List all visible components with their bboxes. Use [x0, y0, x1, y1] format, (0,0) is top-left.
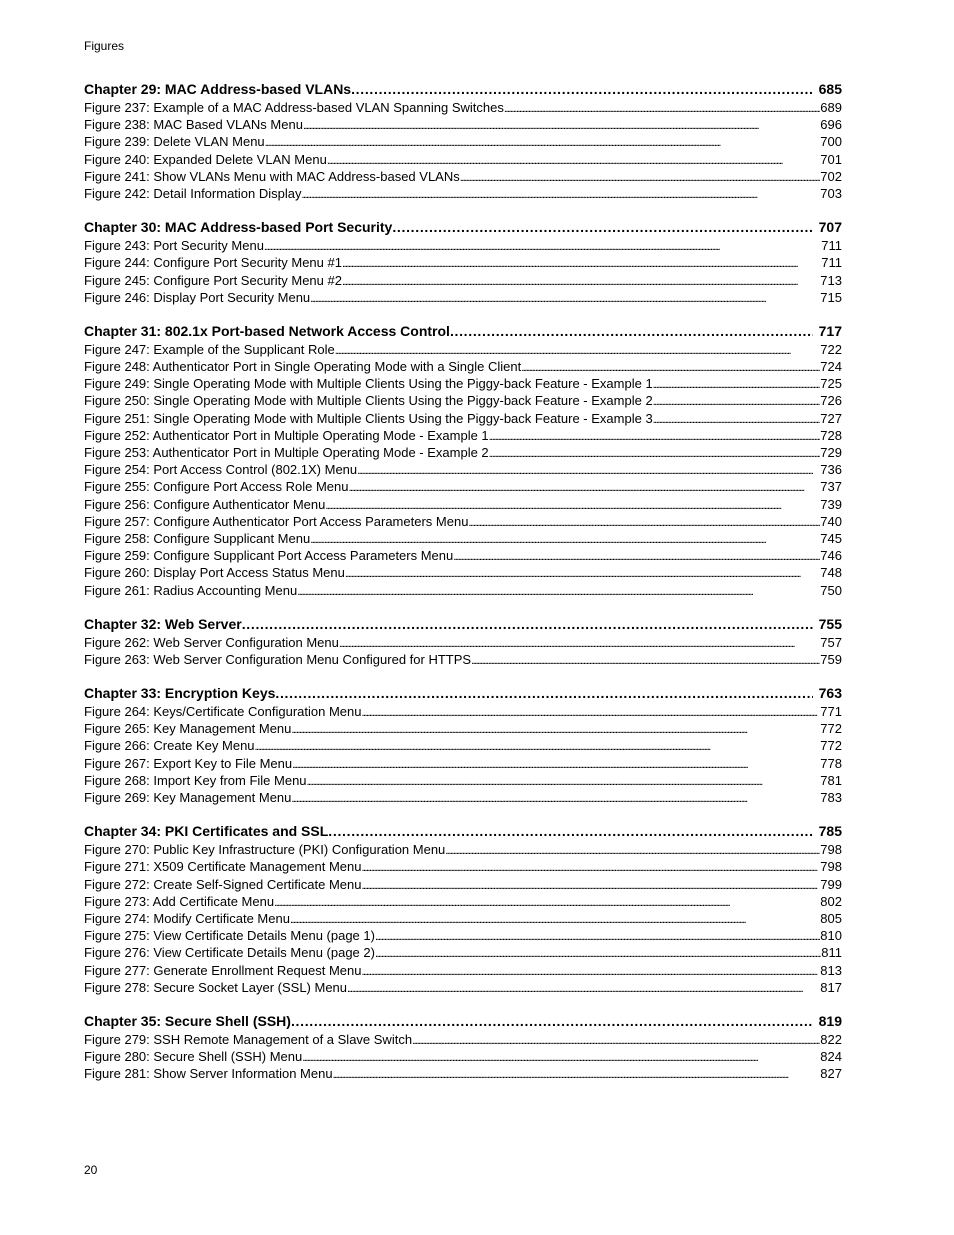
- figure-entry[interactable]: [84, 375, 842, 392]
- figure-entry[interactable]: [84, 444, 842, 461]
- figure-title: Figure 270: Public Key Infrastructure (PKI) Configuration Menu: [84, 842, 446, 858]
- chapter-page-number: 755: [818, 615, 842, 632]
- figure-entry[interactable]: [84, 341, 842, 358]
- figure-page-number: 725: [820, 376, 842, 392]
- dot-leader: [468, 515, 820, 530]
- chapter-page-number: 819: [818, 1012, 842, 1029]
- figure-page-number: 757: [820, 634, 842, 650]
- figure-title: Figure 280: Secure Shell (SSH) Menu: [84, 1049, 303, 1065]
- figure-page-number: 772: [820, 738, 842, 754]
- figure-title: Figure 267: Export Key to File Menu: [84, 755, 293, 771]
- figure-entry[interactable]: [84, 927, 842, 944]
- dot-leader: [264, 239, 821, 254]
- figure-page-number: 728: [820, 427, 842, 443]
- figure-list: [84, 841, 842, 996]
- chapter-title: Chapter 30: MAC Address-based Port Security: [84, 219, 393, 236]
- figure-entry[interactable]: [84, 720, 842, 737]
- dot-leader: [362, 964, 821, 979]
- figure-entry[interactable]: [84, 99, 842, 116]
- chapter-page-number: 717: [818, 322, 842, 339]
- figure-entry[interactable]: [84, 1065, 842, 1082]
- figure-entry[interactable]: [84, 841, 842, 858]
- chapter-heading[interactable]: [84, 218, 842, 237]
- figure-title: Figure 239: Delete VLAN Menu: [84, 134, 265, 150]
- figure-entry[interactable]: [84, 789, 842, 806]
- figure-page-number: 736: [820, 462, 842, 478]
- dot-leader: [489, 429, 821, 444]
- figure-page-number: 746: [820, 548, 842, 564]
- dot-leader: [292, 757, 820, 772]
- figure-page-number: 739: [820, 496, 842, 512]
- figure-entry[interactable]: [84, 289, 842, 306]
- figure-entry[interactable]: [84, 358, 842, 375]
- dot-leader: [453, 549, 820, 564]
- figure-list: [84, 703, 842, 806]
- figure-page-number: 703: [820, 185, 842, 201]
- figure-entry[interactable]: [84, 910, 842, 927]
- dot-leader: [412, 1033, 820, 1048]
- figure-title: Figure 281: Show Server Information Menu: [84, 1066, 333, 1082]
- figure-entry[interactable]: [84, 272, 842, 289]
- figure-list: [84, 1031, 842, 1083]
- figure-title: Figure 259: Configure Supplicant Port Access Parameters Menu: [84, 548, 454, 564]
- dot-leader: [450, 322, 813, 341]
- figure-page-number: 781: [820, 772, 842, 788]
- dot-leader: [445, 843, 820, 858]
- figure-entry[interactable]: [84, 893, 842, 910]
- figure-entry[interactable]: [84, 962, 842, 979]
- figure-page-number: 702: [820, 168, 842, 184]
- figure-title: Figure 271: X509 Certificate Management Menu: [84, 859, 362, 875]
- dot-leader: [335, 343, 821, 358]
- figure-entry[interactable]: [84, 427, 842, 444]
- figure-page-number: 805: [820, 910, 842, 926]
- figure-title: Figure 240: Expanded Delete VLAN Menu: [84, 151, 327, 167]
- figure-page-number: 715: [820, 289, 842, 305]
- figure-title: Figure 248: Authenticator Port in Single Operating Mode with a Single Client: [84, 359, 522, 375]
- dot-leader: [339, 636, 820, 651]
- running-head: Figures: [84, 39, 125, 53]
- figure-entry[interactable]: [84, 254, 842, 271]
- figure-page-number: 748: [820, 565, 842, 581]
- figure-page-number: 740: [820, 513, 842, 529]
- figure-title: Figure 269: Key Management Menu: [84, 790, 292, 805]
- chapter-page-number: 707: [818, 219, 842, 236]
- figure-page-number: 722: [820, 341, 842, 357]
- dot-leader: [362, 860, 821, 875]
- figure-page-number: 713: [820, 272, 842, 288]
- dot-leader: [275, 684, 812, 703]
- chapter-title: Chapter 31: 802.1x Port-based Network Access Control: [84, 322, 450, 339]
- dot-leader: [504, 101, 820, 116]
- chapter-section: [84, 822, 842, 996]
- chapter-heading[interactable]: [84, 322, 842, 341]
- figure-title: Figure 242: Detail Information Display: [84, 185, 302, 201]
- figure-entry[interactable]: [84, 651, 842, 668]
- dot-leader: [302, 187, 821, 202]
- figure-entry[interactable]: [84, 185, 842, 202]
- figure-title: Figure 256: Configure Authenticator Menu: [84, 496, 326, 512]
- table-of-figures: [84, 80, 842, 1098]
- figure-title: Figure 258: Configure Supplicant Menu: [84, 530, 311, 546]
- dot-leader: [345, 566, 820, 581]
- dot-leader: [357, 463, 820, 478]
- figure-title: Figure 252: Authenticator Port in Multiple Operating Mode - Example 1: [84, 427, 489, 443]
- figure-page-number: 726: [820, 393, 842, 409]
- dot-leader: [310, 291, 820, 306]
- figure-title: Figure 249: Single Operating Mode with Multiple Clients Using the Piggy-back Feature - Example 1: [84, 376, 653, 392]
- figure-entry[interactable]: [84, 979, 842, 996]
- figure-entry[interactable]: [84, 496, 842, 513]
- dot-leader: [653, 394, 821, 409]
- figure-title: Figure 273: Add Certificate Menu: [84, 893, 275, 909]
- figure-title: Figure 272: Create Self-Signed Certificate Menu: [84, 876, 362, 892]
- figure-entry[interactable]: [84, 237, 842, 254]
- figure-title: Figure 244: Configure Port Security Menu #1: [84, 255, 342, 271]
- figure-list: [84, 237, 842, 306]
- figure-title: Figure 265: Key Management Menu: [84, 721, 292, 737]
- dot-leader: [290, 912, 820, 927]
- figure-page-number: 737: [820, 479, 842, 495]
- figure-title: Figure 247: Example of the Supplicant Role: [84, 341, 335, 357]
- dot-leader: [291, 722, 820, 737]
- figure-page-number: 750: [820, 582, 842, 598]
- dot-leader: [521, 360, 820, 375]
- chapter-page-number: 785: [818, 823, 842, 840]
- dot-leader: [351, 80, 813, 99]
- figure-title: Figure 266: Create Key Menu: [84, 738, 255, 754]
- figure-page-number: 771: [820, 704, 842, 720]
- page-number: 20: [84, 1163, 98, 1177]
- dot-leader: [297, 584, 820, 599]
- dot-leader: [242, 615, 813, 634]
- figure-entry[interactable]: [84, 133, 842, 150]
- chapter-page-number: 763: [818, 685, 842, 702]
- figure-title: Figure 238: MAC Based VLANs Menu: [84, 117, 303, 133]
- chapter-section: [84, 615, 842, 668]
- dot-leader: [392, 218, 812, 237]
- figure-entry[interactable]: [84, 151, 842, 168]
- chapter-title: Chapter 29: MAC Address-based VLANs: [84, 81, 352, 97]
- figure-page-number: 798: [820, 859, 842, 875]
- figure-title: Figure 276: View Certificate Details Menu (page 2): [84, 945, 375, 961]
- dot-leader: [348, 480, 820, 495]
- figure-entry[interactable]: [84, 772, 842, 789]
- figure-page-number: 711: [821, 238, 842, 254]
- figure-page-number: 696: [820, 117, 842, 133]
- chapter-heading[interactable]: [84, 684, 842, 703]
- figure-page-number: 778: [820, 755, 842, 771]
- figure-entry[interactable]: [84, 858, 842, 875]
- figure-entry[interactable]: [84, 530, 842, 547]
- dot-leader: [375, 946, 821, 961]
- figure-entry[interactable]: [84, 478, 842, 495]
- dot-leader: [291, 1012, 813, 1031]
- figure-list: [84, 634, 842, 668]
- dot-leader: [653, 377, 821, 392]
- figure-entry[interactable]: [84, 461, 842, 478]
- figure-title: Figure 255: Configure Port Access Role Menu: [84, 479, 349, 495]
- dot-leader: [361, 878, 820, 893]
- figure-page-number: 798: [820, 842, 842, 858]
- dot-leader: [307, 774, 821, 789]
- figure-title: Figure 264: Keys/Certificate Configuration Menu: [84, 704, 362, 720]
- figure-title: Figure 251: Single Operating Mode with Multiple Clients Using the Piggy-back Feature - Example 3: [84, 410, 653, 426]
- figure-page-number: 783: [820, 790, 842, 805]
- figure-title: Figure 278: Secure Socket Layer (SSL) Menu: [84, 979, 348, 995]
- figure-entry[interactable]: [84, 737, 842, 754]
- figure-page-number: 689: [820, 100, 842, 115]
- figure-page-number: 813: [820, 962, 842, 978]
- dot-leader: [342, 256, 821, 271]
- figure-entry[interactable]: [84, 513, 842, 530]
- dot-leader: [255, 739, 821, 754]
- dot-leader: [375, 929, 820, 944]
- figure-page-number: 772: [820, 721, 842, 737]
- figure-title: Figure 262: Web Server Configuration Menu: [84, 634, 339, 650]
- figure-title: Figure 243: Port Security Menu: [84, 238, 264, 254]
- figure-page-number: 822: [820, 1031, 842, 1047]
- figure-entry[interactable]: [84, 1048, 842, 1065]
- figure-entry[interactable]: [84, 1031, 842, 1048]
- figure-entry[interactable]: [84, 703, 842, 720]
- figure-entry[interactable]: [84, 410, 842, 427]
- figure-entry[interactable]: [84, 944, 842, 961]
- figure-entry[interactable]: [84, 168, 842, 185]
- figure-entry[interactable]: [84, 755, 842, 772]
- figure-entry[interactable]: [84, 582, 842, 599]
- figure-list: [84, 341, 842, 599]
- figure-entry[interactable]: [84, 634, 842, 651]
- dot-leader: [291, 791, 820, 806]
- chapter-section: [84, 80, 842, 202]
- figure-title: Figure 257: Configure Authenticator Port Access Parameters Menu: [84, 513, 469, 529]
- figure-entry[interactable]: [84, 876, 842, 893]
- dot-leader: [342, 274, 820, 289]
- figure-page-number: 729: [820, 445, 842, 460]
- dot-leader: [274, 895, 820, 910]
- figure-title: Figure 268: Import Key from File Menu: [84, 772, 307, 788]
- figure-title: Figure 245: Configure Port Security Menu #2: [84, 272, 342, 288]
- figure-page-number: 810: [820, 928, 842, 944]
- chapter-heading[interactable]: [84, 80, 842, 99]
- chapter-title: Chapter 32: Web Server: [84, 615, 242, 632]
- chapter-section: [84, 684, 842, 806]
- figure-title: Figure 241: Show VLANs Menu with MAC Address-based VLANs: [84, 168, 460, 184]
- figure-page-number: 799: [820, 876, 842, 892]
- figure-title: Figure 254: Port Access Control (802.1X) Menu: [84, 462, 358, 478]
- figure-page-number: 802: [820, 893, 842, 909]
- chapter-heading[interactable]: [84, 615, 842, 634]
- figure-page-number: 727: [820, 410, 842, 426]
- figure-page-number: 711: [821, 255, 842, 271]
- dot-leader: [333, 1067, 821, 1082]
- figure-page-number: 700: [820, 134, 842, 150]
- dot-leader: [302, 1050, 820, 1065]
- figure-entry[interactable]: [84, 564, 842, 581]
- dot-leader: [327, 153, 820, 168]
- dot-leader: [471, 653, 820, 668]
- figure-title: Figure 250: Single Operating Mode with Multiple Clients Using the Piggy-back Feature - Example 2: [84, 393, 653, 409]
- figure-title: Figure 275: View Certificate Details Menu (page 1): [84, 928, 375, 944]
- dot-leader: [310, 532, 820, 547]
- chapter-heading[interactable]: [84, 822, 842, 841]
- figure-page-number: 827: [820, 1066, 842, 1082]
- figure-title: Figure 261: Radius Accounting Menu: [84, 582, 298, 598]
- chapter-section: [84, 322, 842, 599]
- figure-title: Figure 237: Example of a MAC Address-based VLAN Spanning Switches: [84, 100, 504, 115]
- chapter-section: [84, 1012, 842, 1083]
- figure-entry[interactable]: [84, 392, 842, 409]
- chapter-title: Chapter 35: Secure Shell (SSH): [84, 1012, 291, 1029]
- figure-list: [84, 99, 842, 202]
- figure-page-number: 811: [821, 945, 842, 961]
- dot-leader: [328, 822, 812, 841]
- figure-entry[interactable]: [84, 116, 842, 133]
- dot-leader: [325, 498, 820, 513]
- figure-title: Figure 260: Display Port Access Status Menu: [84, 565, 345, 581]
- dot-leader: [653, 412, 821, 427]
- chapter-section: [84, 218, 842, 306]
- figure-title: Figure 253: Authenticator Port in Multiple Operating Mode - Example 2: [84, 445, 489, 460]
- figure-title: Figure 274: Modify Certificate Menu: [84, 910, 290, 926]
- figure-title: Figure 277: Generate Enrollment Request Menu: [84, 962, 362, 978]
- chapter-heading[interactable]: [84, 1012, 842, 1031]
- chapter-page-number: 685: [818, 81, 842, 97]
- figure-page-number: 759: [820, 651, 842, 667]
- figure-page-number: 745: [820, 530, 842, 546]
- figure-title: Figure 279: SSH Remote Management of a Slave Switch: [84, 1031, 413, 1047]
- figure-page-number: 824: [820, 1049, 842, 1065]
- dot-leader: [489, 446, 821, 461]
- figure-page-number: 724: [820, 359, 842, 375]
- dot-leader: [460, 170, 821, 185]
- figure-title: Figure 246: Display Port Security Menu: [84, 289, 311, 305]
- figure-page-number: 817: [820, 979, 842, 995]
- dot-leader: [265, 135, 821, 150]
- dot-leader: [361, 705, 820, 720]
- chapter-title: Chapter 33: Encryption Keys: [84, 685, 276, 702]
- figure-entry[interactable]: [84, 547, 842, 564]
- chapter-title: Chapter 34: PKI Certificates and SSL: [84, 823, 329, 840]
- figure-title: Figure 263: Web Server Configuration Menu Configured for HTTPS: [84, 651, 472, 667]
- dot-leader: [303, 118, 820, 133]
- dot-leader: [347, 981, 820, 996]
- figure-page-number: 701: [820, 151, 842, 167]
